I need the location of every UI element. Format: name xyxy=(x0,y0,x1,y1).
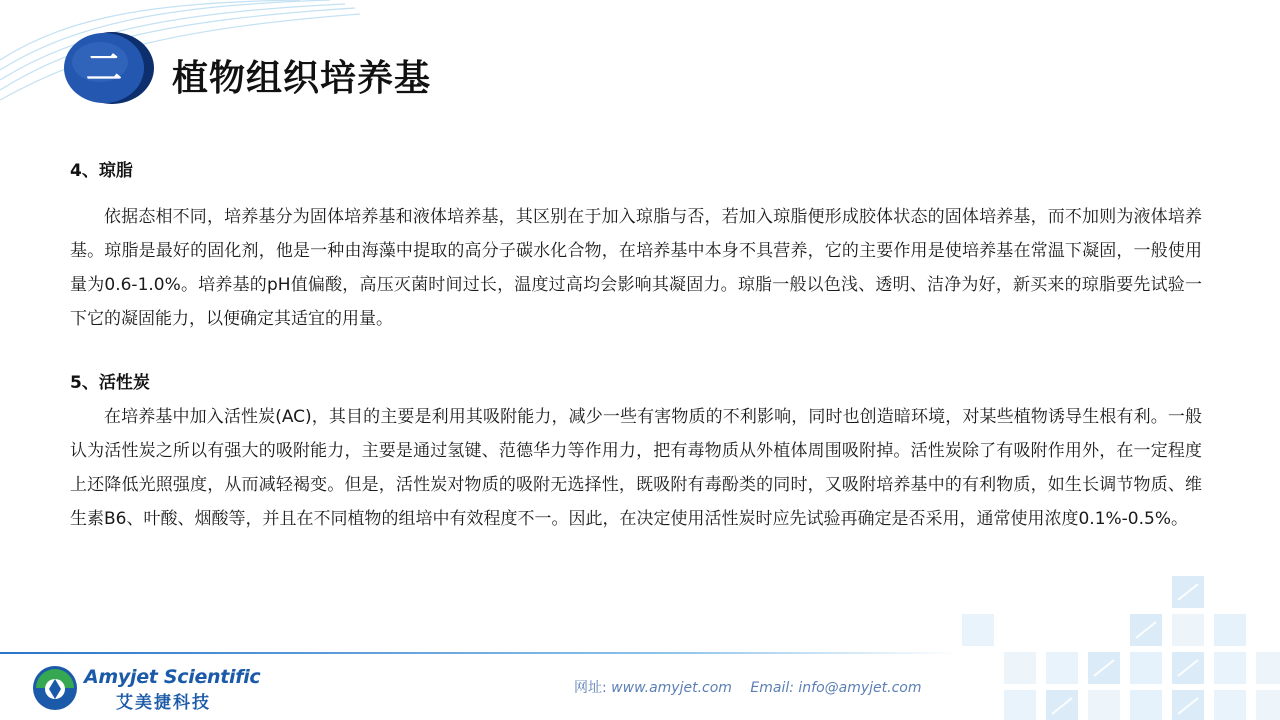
logo-chinese-name: 艾美捷科技 xyxy=(116,693,211,713)
website-label: 网址: xyxy=(574,680,607,696)
section-paragraph-activated-carbon: 在培养基中加入活性炭(AC)，其目的主要是利用其吸附能力，减少一些有害物质的不利影响，同时也创造暗环境，对某些植物诱导生根有利。一般认为活性炭之所以有强大的吸附能力，主要是通过氢键、范德华力等作用力，把有毒物质从外植体周围吸附掉。活性炭除了有吸附作用外，在一定程度上还降低光照强度，从而减轻褐变。但是，活性炭对物质的吸附无选择性，既吸附有毒酚类的同时，又吸附培养基中的有利物质，如生长调节物质、维生素B6、叶酸、烟酸等，并且在不同植物的组培中有效程度不一。因此，在决定使用活性炭时应先试验再确定是否采用，通常使用浓度0.1%-0.5%。 xyxy=(70,407,1202,529)
decorative-tile-pattern xyxy=(940,570,1280,720)
company-logo xyxy=(30,662,260,712)
page-title: 植物组织培养基 xyxy=(172,58,432,99)
main-content xyxy=(70,158,1202,536)
footer-divider xyxy=(0,652,960,654)
contact-info xyxy=(574,677,922,697)
email-label: Email: xyxy=(750,680,794,696)
logo-english-name: Amyjet Scientific xyxy=(84,666,261,688)
section-number: 二 xyxy=(85,48,122,89)
email-link[interactable]: info@amyjet.com xyxy=(798,680,922,696)
amyjet-logo-icon xyxy=(30,662,80,712)
website-link[interactable]: www.amyjet.com xyxy=(611,680,732,696)
section-paragraph-agar: 依据态相不同，培养基分为固体培养基和液体培养基，其区别在于加入琼脂与否，若加入琼脂便形成胶体状态的固体培养基，而不加则为液体培养基。琼脂是最好的固化剂，他是一种由海藻中提取的高分子碳水化合物，在培养基中本身不具营养，它的主要作用是使培养基在常温下凝固，一般使用量为0.6-1.0%。培养基的pH值偏酸，高压灭菌时间过长，温度过高均会影响其凝固力。琼脂一般以色浅、透明、洁净为好，新买来的琼脂要先试验一下它的凝固能力，以便确定其适宜的用量。 xyxy=(70,207,1202,329)
section-heading-activated-carbon: 5、活性炭 xyxy=(70,373,150,393)
section-heading-agar: 4、琼脂 xyxy=(70,161,133,181)
